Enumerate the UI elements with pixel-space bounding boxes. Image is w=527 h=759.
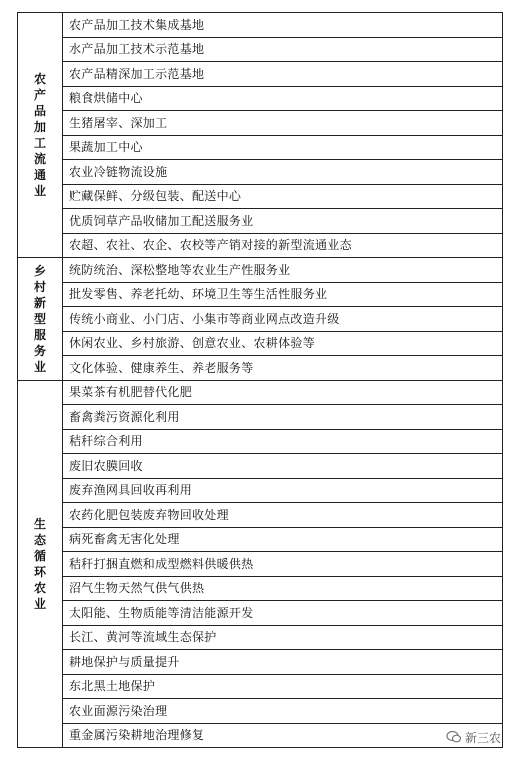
item-cell: 废旧农膜回收 bbox=[63, 454, 503, 479]
item-cell: 农业冷链物流设施 bbox=[63, 160, 503, 185]
table-row bbox=[18, 13, 503, 38]
category-cell bbox=[18, 380, 63, 748]
item-cell: 休闲农业、乡村旅游、创意农业、农耕体验等 bbox=[63, 331, 503, 356]
table-row bbox=[18, 429, 503, 454]
table-row bbox=[18, 307, 503, 332]
category-label: 农产品加工流通业 bbox=[33, 72, 46, 198]
table-row bbox=[18, 527, 503, 552]
table-row bbox=[18, 209, 503, 234]
item-cell: 文化体验、健康养生、养老服务等 bbox=[63, 356, 503, 381]
category-cell bbox=[18, 13, 63, 258]
item-cell: 畜禽粪污资源化利用 bbox=[63, 405, 503, 430]
item-cell: 农超、农社、农企、农校等产销对接的新型流通业态 bbox=[63, 233, 503, 258]
item-cell: 农产品加工技术集成基地 bbox=[63, 13, 503, 38]
table-row bbox=[18, 184, 503, 209]
category-label: 生态循环农业 bbox=[33, 516, 46, 611]
item-cell: 农药化肥包装废弃物回收处理 bbox=[63, 503, 503, 528]
item-cell: 废弃渔网具回收再利用 bbox=[63, 478, 503, 503]
industry-table bbox=[17, 12, 503, 748]
item-cell: 传统小商业、小门店、小集市等商业网点改造升级 bbox=[63, 307, 503, 332]
watermark-text: 新三农 bbox=[465, 730, 502, 745]
table-row bbox=[18, 135, 503, 160]
item-cell: 重金属污染耕地治理修复 bbox=[63, 723, 503, 748]
item-cell: 耕地保护与质量提升 bbox=[63, 650, 503, 675]
table-row bbox=[18, 723, 503, 748]
table-row bbox=[18, 405, 503, 430]
table-row bbox=[18, 233, 503, 258]
item-cell: 农业面源污染治理 bbox=[63, 699, 503, 724]
item-cell: 生猪屠宰、深加工 bbox=[63, 111, 503, 136]
table-row bbox=[18, 37, 503, 62]
table-row bbox=[18, 650, 503, 675]
table-row bbox=[18, 552, 503, 577]
table-row bbox=[18, 86, 503, 111]
table-row bbox=[18, 674, 503, 699]
item-cell: 批发零售、养老托幼、环境卫生等生活性服务业 bbox=[63, 282, 503, 307]
watermark bbox=[446, 726, 526, 748]
table-row bbox=[18, 160, 503, 185]
table-row bbox=[18, 576, 503, 601]
table-row bbox=[18, 503, 503, 528]
table-row bbox=[18, 111, 503, 136]
wechat-bubble-icon bbox=[446, 729, 462, 745]
item-cell: 贮藏保鲜、分级包装、配送中心 bbox=[63, 184, 503, 209]
table-row bbox=[18, 454, 503, 479]
item-cell: 优质饲草产品收储加工配送服务业 bbox=[63, 209, 503, 234]
item-cell: 农产品精深加工示范基地 bbox=[63, 62, 503, 87]
item-cell: 长江、黄河等流域生态保护 bbox=[63, 625, 503, 650]
item-cell: 果菜茶有机肥替代化肥 bbox=[63, 380, 503, 405]
table-row bbox=[18, 282, 503, 307]
table-row bbox=[18, 258, 503, 283]
table-row bbox=[18, 699, 503, 724]
item-cell: 水产品加工技术示范基地 bbox=[63, 37, 503, 62]
table-row bbox=[18, 331, 503, 356]
item-cell: 秸秆打捆直燃和成型燃料供暖供热 bbox=[63, 552, 503, 577]
table-row bbox=[18, 601, 503, 626]
category-cell bbox=[18, 258, 63, 381]
item-cell: 粮食烘储中心 bbox=[63, 86, 503, 111]
table-row bbox=[18, 478, 503, 503]
table-row bbox=[18, 380, 503, 405]
item-cell: 沼气生物天然气供气供热 bbox=[63, 576, 503, 601]
item-cell: 东北黑土地保护 bbox=[63, 674, 503, 699]
item-cell: 果蔬加工中心 bbox=[63, 135, 503, 160]
table-row bbox=[18, 625, 503, 650]
item-cell: 太阳能、生物质能等清洁能源开发 bbox=[63, 601, 503, 626]
table-row bbox=[18, 62, 503, 87]
item-cell: 统防统治、深松整地等农业生产性服务业 bbox=[63, 258, 503, 283]
table-row bbox=[18, 356, 503, 381]
category-label: 乡村新型服务业 bbox=[33, 263, 46, 374]
item-cell: 病死畜禽无害化处理 bbox=[63, 527, 503, 552]
table-body bbox=[18, 13, 503, 748]
item-cell: 秸秆综合利用 bbox=[63, 429, 503, 454]
